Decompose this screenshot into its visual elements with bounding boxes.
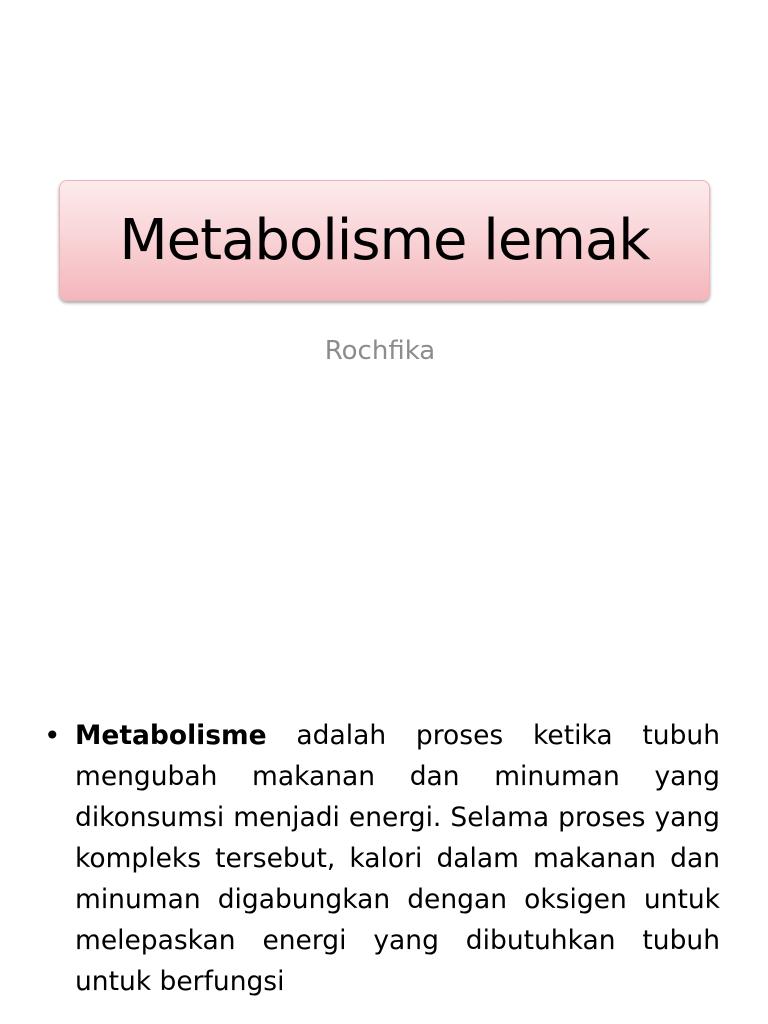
slide-subtitle: Rochfika (324, 336, 436, 366)
bullet-text: adalah proses ketika tubuh mengubah makanan dan minuman yang dikonsumsi menjadi energi. Selama proses yang kompleks tersebut, kalori dalam makanan dan minuman digabungkan dengan oksigen untuk melepaskan energi yang dibutuhkan tubuh untuk berfungsi (75, 720, 720, 997)
title-box (59, 180, 710, 301)
bullet-term: Metabolisme (75, 720, 267, 751)
slide-title: Metabolisme lemak (119, 208, 650, 273)
bullet-paragraph (75, 715, 720, 1002)
bullet-list (44, 715, 720, 1002)
bullet-marker: • (44, 719, 61, 752)
